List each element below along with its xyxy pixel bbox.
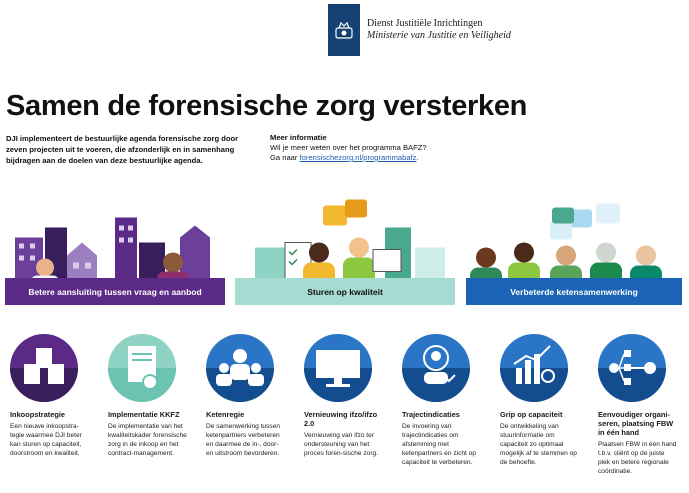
project-kkfz	[104, 334, 188, 458]
more-info-question: Wil je meer weten over het programma BAFZ?	[270, 143, 427, 152]
crest-icon	[328, 4, 360, 56]
more-info	[270, 133, 470, 163]
theme-banner-2: Sturen op kwaliteit	[235, 278, 455, 305]
more-info-title: Meer informatie	[270, 133, 327, 142]
project-circle	[598, 334, 666, 402]
project-desc: Vernieuwing van ifzo ter ondersteuning van het proces foren-sische zorg.	[304, 432, 379, 457]
ministry-name: Ministerie van Justitie en Veiligheid	[367, 30, 511, 41]
intro-text: DJI implementeert de bestuurlijke agenda forensische zorg door zeven projecten uit te voeren, die afzonderlijk en in samenhang bijdragen aan de doelen van deze bestuurlijke agenda.	[6, 134, 239, 165]
project-circle	[10, 334, 78, 402]
theme-banner-1: Betere aansluiting tussen vraag en aanbod	[5, 278, 225, 305]
project-title: Ketenregie	[206, 410, 245, 419]
project-desc: De samenwerking tussen ketenpartners verbeteren en daarmee de in-, door- en uitstroom bevorderen.	[206, 423, 281, 457]
project-trajectindicaties	[398, 334, 482, 467]
project-circle	[500, 334, 568, 402]
project-desc: De ontwikkeling van stuurinformatie om capaciteit zo optimaal mogelijk af te stemmen op de behoefte.	[500, 423, 577, 466]
project-capaciteit	[496, 334, 580, 467]
monitor-icon	[304, 334, 372, 402]
certificate-icon	[108, 334, 176, 402]
person-check-icon	[402, 334, 470, 402]
documents-icon	[10, 334, 78, 402]
project-ifzo	[300, 334, 384, 458]
project-inkoopstrategie	[6, 334, 90, 458]
project-ketenregie	[202, 334, 286, 458]
project-circle	[108, 334, 176, 402]
project-circle	[402, 334, 470, 402]
project-desc: Plaatsen FBW in één hand t.b.v. cliënt op de juiste plek en betere regionale coördinatie.	[598, 441, 677, 475]
project-title: Inkoopstrategie	[10, 410, 66, 419]
project-desc: De invoering van trajectindicaties om afstemming met ketenpartners en zicht op capaciteit te verbeteren.	[402, 423, 477, 466]
org-name: Dienst Justitiële Inrichtingen	[367, 18, 483, 29]
project-circle	[206, 334, 274, 402]
page-title: Samen de forensische zorg versterken	[6, 90, 528, 122]
link-suffix: .	[416, 153, 419, 162]
project-fbw	[594, 334, 678, 476]
chart-icon	[500, 334, 568, 402]
project-title: Vernieuwing ifzo/ifzo 2.0	[304, 410, 378, 428]
project-title: Trajectindicaties	[402, 410, 460, 419]
project-title: Grip op capaciteit	[500, 410, 563, 419]
project-desc: De implementatie van het kwaliteitskader forensische zorg in de inkoop en het contract-management.	[108, 423, 187, 457]
theme-banner-3: Verbeterde ketensamenwerking	[466, 278, 682, 305]
logo	[328, 4, 511, 56]
more-info-goto: Ga naar	[270, 153, 300, 162]
program-link[interactable]: forensischezorg.nl/programmabafz	[299, 153, 417, 162]
project-title: Implementatie KKFZ	[108, 410, 180, 419]
people-icon	[206, 334, 274, 402]
project-circle	[304, 334, 372, 402]
flow-icon	[598, 334, 666, 402]
project-title: Eenvoudiger organi-seren, plaatsing FBW in één hand	[598, 410, 674, 437]
project-desc: Een nieuwe inkoopstra-tegie waarmee DJI beter kan sturen op capaciteit, doorstroom en kwaliteit.	[10, 423, 82, 457]
